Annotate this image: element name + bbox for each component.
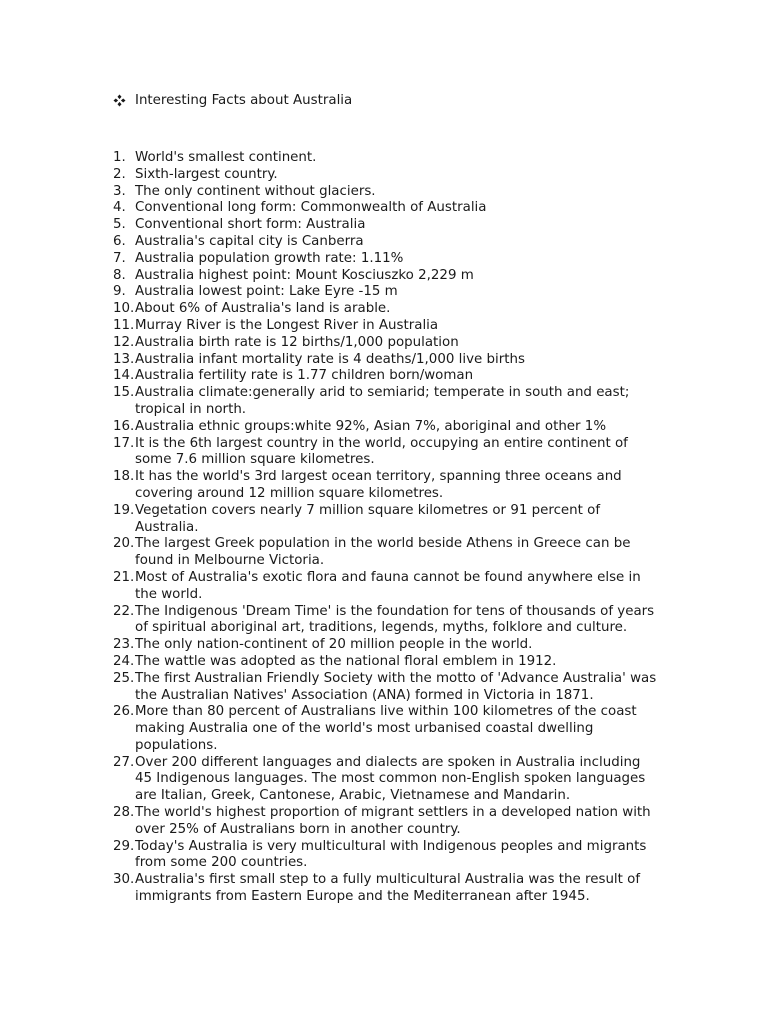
list-item [113,217,693,234]
page-title: Interesting Facts about Australia [135,93,353,108]
list-item-line: the Australian Natives' Association (ANA) formed in Victoria in 1871. [135,687,594,703]
list-item-line: About 6% of Australia's land is arable. [135,301,391,317]
list-item-number: 2. [113,166,126,182]
list-item [113,604,693,638]
list-item-line: immigrants from Eastern Europe and the Mediterranean after 1945. [135,889,590,905]
list-item-line: Australia. [135,519,199,535]
list-item-text [135,671,693,705]
list-item-text [135,150,693,167]
list-item-line: Today's Australia is very multicultural with Indigenous peoples and migrants [135,838,647,854]
list-item-number: 15. [113,385,135,401]
list-item [113,637,693,654]
list-item-number: 17. [113,435,135,451]
list-item-line: Australia population growth rate: 1.11% [135,250,404,266]
list-item-number: 13. [113,351,135,367]
list-item-line: The first Australian Friendly Society with the motto of 'Advance Australia' was [135,670,657,686]
list-item-number: 22. [113,603,135,619]
list-item-number: 18. [113,469,135,485]
list-item [113,671,693,705]
list-item-line: Sixth-largest country. [135,166,278,182]
list-item-number: 3. [113,183,126,199]
list-item-line: The Indigenous 'Dream Time' is the foundation for tens of thousands of years [135,603,655,619]
list-item-line: It has the world's 3rd largest ocean territory, spanning three oceans and [135,469,622,485]
list-item-text [135,184,693,201]
list-item-text [135,335,693,352]
list-item-number: 27. [113,754,135,770]
list-item-text [135,872,693,906]
list-item-line: some 7.6 million square kilometres. [135,452,375,468]
list-item-text [135,251,693,268]
list-item-number: 24. [113,653,135,669]
list-item-text [135,805,693,839]
list-item [113,251,693,268]
list-item-line: from some 200 countries. [135,855,308,871]
list-item [113,318,693,335]
list-item-line: The only nation-continent of 20 million people in the world. [135,637,533,653]
list-item-line: Most of Australia's exotic flora and fauna cannot be found anywhere else in [135,569,641,585]
list-item-line: The wattle was adopted as the national floral emblem in 1912. [135,653,557,669]
list-item-line: Australia lowest point: Lake Eyre -15 m [135,284,398,300]
list-item-number: 20. [113,536,135,552]
list-item-line: Murray River is the Longest River in Australia [135,317,439,333]
list-item-text [135,385,693,419]
list-item [113,234,693,251]
list-item-text [135,352,693,369]
list-item-text [135,284,693,301]
list-item-number: 12. [113,334,135,350]
list-item-line: Conventional short form: Australia [135,217,366,233]
list-item-line: The world's highest proportion of migrant settlers in a developed nation with [135,805,651,821]
list-item-line: 45 Indigenous languages. The most common non-English spoken languages [135,771,646,787]
list-item-text [135,604,693,638]
list-item-line: the world. [135,586,203,602]
list-item-number: 9. [113,284,126,300]
list-item-text [135,536,693,570]
list-item-line: The only continent without glaciers. [135,183,376,199]
list-item-number: 23. [113,637,135,653]
list-item-line: populations. [135,737,218,753]
list-item-line: Australia ethnic groups:white 92%, Asian 7%, aboriginal and other 1% [135,418,607,434]
list-item-number: 28. [113,805,135,821]
list-item [113,335,693,352]
list-item-line: are Italian, Greek, Cantonese, Arabic, Vietnamese and Mandarin. [135,788,571,804]
list-item [113,839,693,873]
list-item-line: World's smallest continent. [135,150,317,165]
list-item-number: 11. [113,317,135,333]
list-item-text [135,234,693,251]
list-item-text [135,839,693,873]
list-item-number: 14. [113,368,135,384]
list-item [113,385,693,419]
list-item [113,503,693,537]
list-item [113,184,693,201]
list-item-line: Australia highest point: Mount Kosciuszko 2,229 m [135,267,474,283]
list-item-line: Australia's capital city is Canberra [135,233,364,249]
list-item [113,755,693,805]
list-item-number: 26. [113,704,135,720]
list-item-line: Australia infant mortality rate is 4 deaths/1,000 live births [135,351,525,367]
list-item-line: Australia fertility rate is 1.77 children born/woman [135,368,474,384]
list-item [113,805,693,839]
list-item-line: over 25% of Australians born in another country. [135,821,461,837]
list-item-number: 1. [113,150,126,165]
list-item-text [135,368,693,385]
list-item-text [135,301,693,318]
list-item-number: 30. [113,872,135,888]
list-item-number: 6. [113,233,126,249]
list-item-number: 16. [113,418,135,434]
list-item-number: 8. [113,267,126,283]
list-item [113,704,693,754]
list-item-line: Australia climate:generally arid to semiarid; temperate in south and east; [135,385,630,401]
list-item [113,570,693,604]
list-item [113,654,693,671]
list-item-text [135,503,693,537]
list-item [113,150,693,167]
list-item-line: Vegetation covers nearly 7 million square kilometres or 91 percent of [135,502,601,518]
list-item-line: Australia's first small step to a fully multicultural Australia was the result of [135,872,641,888]
list-item [113,352,693,369]
list-item-text [135,469,693,503]
list-item-text [135,570,693,604]
list-item-line: It is the 6th largest country in the world, occupying an entire continent of [135,435,628,451]
list-item-line: Australia birth rate is 12 births/1,000 population [135,334,459,350]
list-item-number: 29. [113,838,135,854]
list-item [113,368,693,385]
list-item-line: Conventional long form: Commonwealth of Australia [135,200,487,216]
list-item [113,167,693,184]
list-item-text [135,217,693,234]
list-item-text [135,436,693,470]
list-item [113,469,693,503]
list-item [113,872,693,906]
list-item-line: The largest Greek population in the world beside Athens in Greece can be [135,536,631,552]
list-item-text [135,654,693,671]
list-item-text [135,755,693,805]
list-item-number: 25. [113,670,135,686]
list-item-line: covering around 12 million square kilometres. [135,485,444,501]
list-item-number: 7. [113,250,126,266]
list-item-line: tropical in north. [135,401,247,417]
list-item-number: 19. [113,502,135,518]
list-item-number: 10. [113,301,135,317]
list-item-number: 21. [113,569,135,585]
list-item [113,200,693,217]
list-item-text [135,200,693,217]
list-item-text [135,268,693,285]
list-item [113,284,693,301]
list-item [113,301,693,318]
list-item-text [135,637,693,654]
list-item-line: Over 200 different languages and dialects are spoken in Australia including [135,754,641,770]
four-diamond-bullet-icon [113,94,126,107]
facts-list [113,150,693,906]
list-item [113,268,693,285]
list-item-line: found in Melbourne Victoria. [135,553,325,569]
list-item-number: 4. [113,200,126,216]
list-item [113,436,693,470]
list-item [113,536,693,570]
list-item-text [135,318,693,335]
list-item-line: More than 80 percent of Australians live within 100 kilometres of the coast [135,704,637,720]
list-item-text [135,704,693,754]
heading-row [113,92,352,109]
list-item-text [135,167,693,184]
list-item-line: of spiritual aboriginal art, traditions, legends, myths, folklore and culture. [135,620,628,636]
list-item-number: 5. [113,217,126,233]
list-item-line: making Australia one of the world's most urbanised coastal dwelling [135,721,594,737]
list-item-text [135,419,693,436]
list-item [113,419,693,436]
